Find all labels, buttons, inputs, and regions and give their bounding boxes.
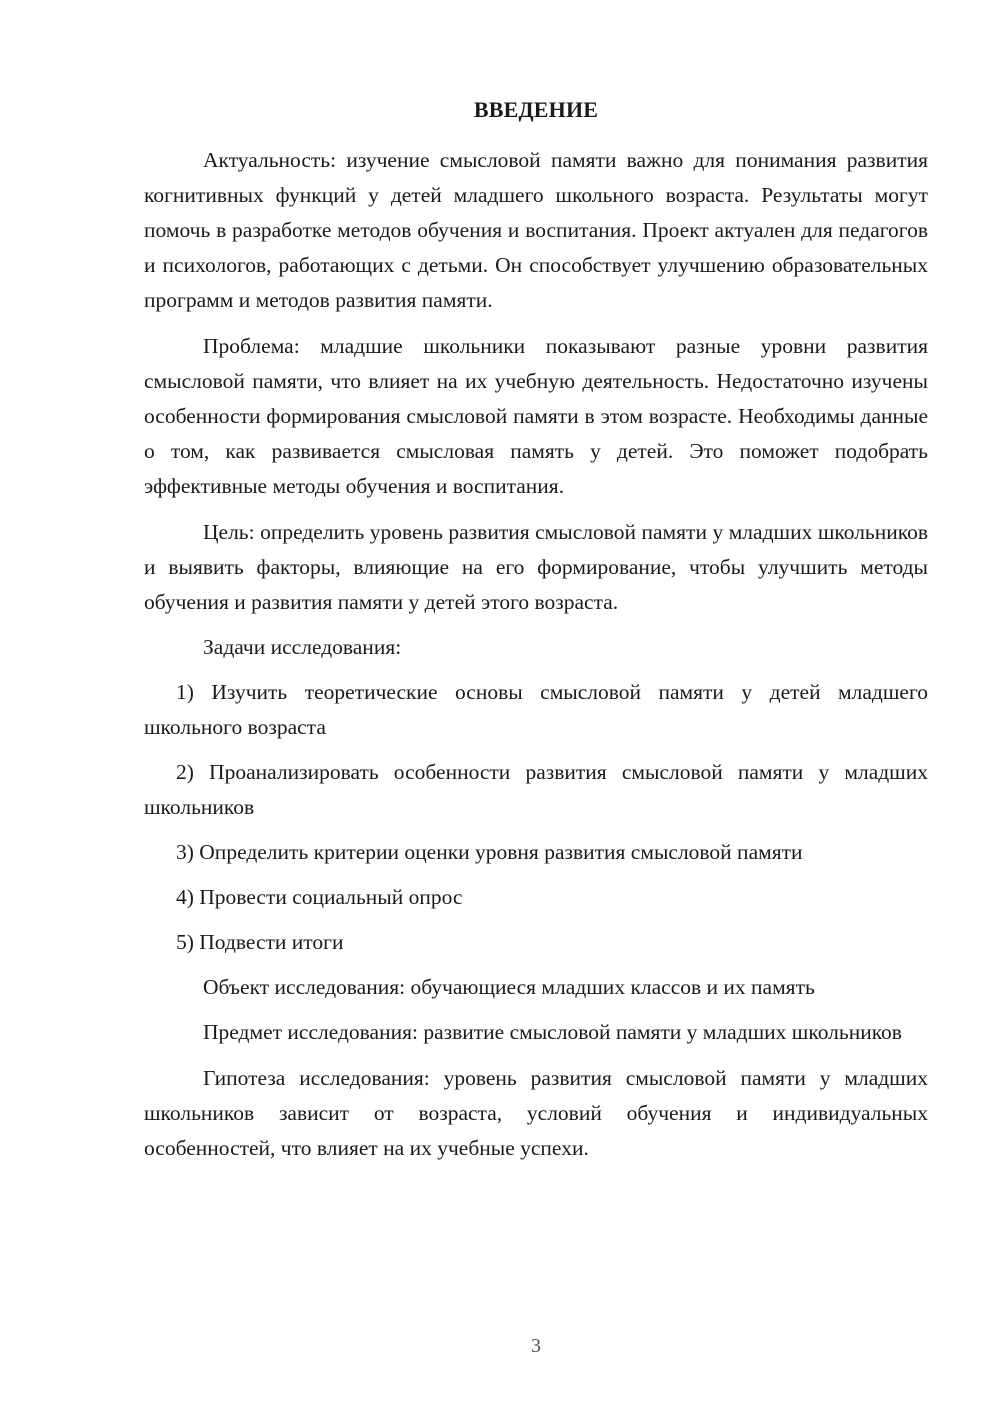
goal-paragraph: Цель: определить уровень развития смысловой памяти у младших школьников и выявить факторы, влияющие на его формирование, чтобы улучшить методы обучения и развития памяти у детей этого возраста. — [144, 520, 928, 614]
subject-paragraph: Предмет исследования: развитие смысловой памяти у младших школьников — [203, 1020, 902, 1044]
task-item-5: 5) Подвести итоги — [176, 930, 344, 954]
task-item-3: 3) Определить критерии оценки уровня развития смысловой памяти — [176, 840, 803, 864]
page-number: 3 — [531, 1335, 541, 1357]
document-body — [144, 143, 928, 1166]
task-item-1: 1) Изучить теоретические основы смысловой памяти у детей младшего школьного возраста — [144, 680, 928, 739]
tasks-heading: Задачи исследования: — [203, 635, 402, 659]
task-item-2: 2) Проанализировать особенности развития смысловой памяти у младших школьников — [144, 760, 928, 819]
relevance-paragraph: Актуальность: изучение смысловой памяти важно для понимания развития когнитивных функций у детей младшего школьного возраста. Результаты могут помочь в разработке методов обучения и воспитания. Проект актуален для педагогов и психологов, работающих с детьми. Он способствует улучшению образовательных программ и методов развития памяти. — [144, 148, 928, 312]
page-title: ВВЕДЕНИЕ — [473, 97, 599, 122]
task-item-4: 4) Провести социальный опрос — [176, 885, 463, 909]
object-paragraph: Объект исследования: обучающиеся младших классов и их память — [203, 975, 815, 999]
hypothesis-paragraph: Гипотеза исследования: уровень развития смысловой памяти у младших школьников зависит от возраста, условий обучения и индивидуальных особенностей, что влияет на их учебные успехи. — [144, 1066, 928, 1160]
problem-paragraph: Проблема: младшие школьники показывают разные уровни развития смысловой памяти, что влияет на их учебную деятельность. Недостаточно изучены особенности формирования смысловой памяти в этом возрасте. Необходимы данные о том, как развивается смысловая память у детей. Это поможет подобрать эффективные методы обучения и воспитания. — [144, 334, 928, 498]
